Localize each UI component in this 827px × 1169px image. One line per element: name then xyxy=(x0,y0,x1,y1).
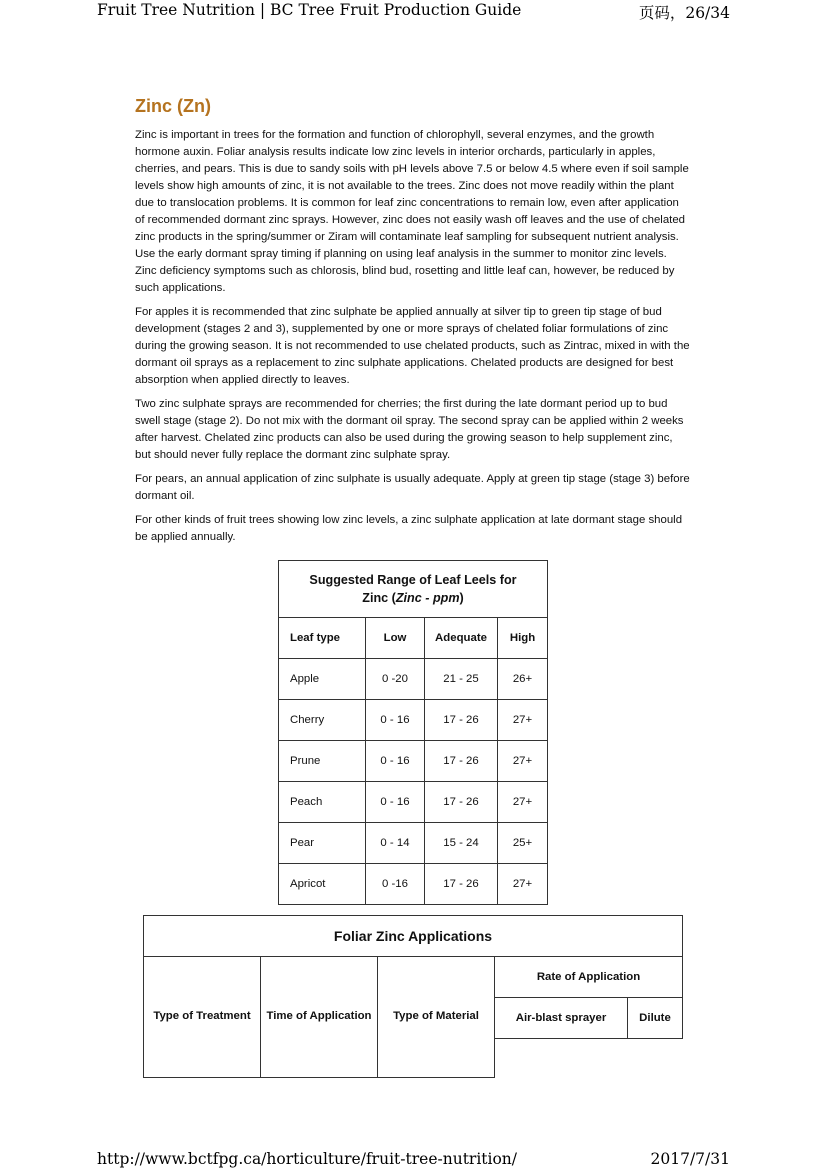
table-cell: Peach xyxy=(279,782,366,823)
table-row xyxy=(279,741,548,782)
table-cell: Apple xyxy=(279,659,366,700)
column-header-dilute: Dilute xyxy=(628,998,683,1039)
table-cell: 0 - 16 xyxy=(366,782,425,823)
table-cell: Pear xyxy=(279,823,366,864)
print-date: 2017/7/31 xyxy=(650,1150,730,1168)
paragraph-intro: Zinc is important in trees for the formation and function of chlorophyll, several enzymes, and the growth hormone auxin. Foliar analysis results indicate low zinc levels in interior orchards, particularly in apples, cherries, and pears. This is due to sandy soils with pH levels above 7.5 or below 4.5 where even if soil sample levels show high amounts of zinc, it is not available to the trees. Zinc does not move readily within the plant due to translocation problems. It is common for leaf zinc concentrations to remain low, even after application of recommended dormant zinc sprays. However, zinc does not easily wash off leaves and the use of chelated zinc products in the spring/summer or Ziram will contaminate leaf sampling for subsequent nutrient analysis. Use the early dormant spray timing if planning on using leaf analysis in the summer to monitor zinc levels. Zinc deficiency symptoms such as chlorosis, blind bud, rosetting and little leaf can, however, be reduced by such applications. xyxy=(135,129,689,294)
section-heading: Zinc (Zn) xyxy=(135,96,211,116)
table-cell: 26+ xyxy=(498,659,548,700)
table-cell: 0 - 14 xyxy=(366,823,425,864)
table-cell: 0 -16 xyxy=(366,864,425,905)
page-url: http://www.bctfpg.ca/horticulture/fruit-tree-nutrition/ xyxy=(97,1150,518,1168)
table-cell: 17 - 26 xyxy=(425,741,498,782)
paragraph-other-trees: For other kinds of fruit trees showing low zinc levels, a zinc sulphate application at late dormant stage should be applied annually. xyxy=(135,514,683,543)
table-row xyxy=(279,659,548,700)
leaf-levels-table xyxy=(278,560,548,905)
table-cell: 27+ xyxy=(498,864,548,905)
column-header-time-application: Time of Application xyxy=(261,957,378,1078)
column-header-rate: Rate of Application xyxy=(495,957,683,998)
table-cell: 17 - 26 xyxy=(425,700,498,741)
paragraph-apples: For apples it is recommended that zinc sulphate be applied annually at silver tip to green tip stage of bud development (stages 2 and 3), supplemented by one or more sprays of chelated foliar formulations of zinc during the growing season. It is not recommended to use chelated products, such as Zintrac, mixed in with the dormant oil sprays as a replacement to zinc sulphate applications. Chelated products are designed for best absorption when applied directly to leaves. xyxy=(135,306,690,386)
caption-italic: Zinc - ppm xyxy=(395,591,460,605)
table-cell: Cherry xyxy=(279,700,366,741)
column-header-type-material: Type of Material xyxy=(378,957,495,1078)
table-row xyxy=(279,823,548,864)
table-caption: Foliar Zinc Applications xyxy=(144,916,683,957)
table-cell: 17 - 26 xyxy=(425,864,498,905)
table-cell: 21 - 25 xyxy=(425,659,498,700)
table-cell: 27+ xyxy=(498,700,548,741)
table-cell: Apricot xyxy=(279,864,366,905)
article-content xyxy=(135,98,691,553)
caption-suffix: ) xyxy=(459,591,464,605)
column-header-type-treatment: Type of Treatment xyxy=(144,957,261,1078)
table-cell: 27+ xyxy=(498,741,548,782)
table-cell: 0 - 16 xyxy=(366,741,425,782)
caption-line-2 xyxy=(362,591,463,605)
column-header-airblast: Air-blast sprayer xyxy=(495,998,628,1039)
foliar-zinc-table xyxy=(143,915,683,1078)
table-row xyxy=(279,864,548,905)
empty-cell xyxy=(495,1039,683,1078)
table-header-row xyxy=(279,618,548,659)
paragraph-cherries: Two zinc sulphate sprays are recommended for cherries; the first during the late dormant period up to bud swell stage (stage 2). Do not mix with the dormant oil spray. The second spray can be applied within 2 weeks after harvest. Chelated zinc products can also be used during the growing season to help supplement zinc, but should never fully replace the dormant zinc sulphate spray. xyxy=(135,398,684,461)
table-cell: 27+ xyxy=(498,782,548,823)
caption-line-1: Suggested Range of Leaf Leels for xyxy=(309,573,517,587)
table-cell: 0 - 16 xyxy=(366,700,425,741)
page-number: 页码，26/34 xyxy=(638,4,730,22)
table-cell: 0 -20 xyxy=(366,659,425,700)
browser-print-title: Fruit Tree Nutrition | BC Tree Fruit Production Guide xyxy=(97,1,522,19)
table-caption xyxy=(279,561,548,618)
column-header: Leaf type xyxy=(279,618,366,659)
column-header: High xyxy=(498,618,548,659)
table-cell: 15 - 24 xyxy=(425,823,498,864)
column-header: Adequate xyxy=(425,618,498,659)
table-cell: 17 - 26 xyxy=(425,782,498,823)
table-row xyxy=(279,782,548,823)
table-cell: Prune xyxy=(279,741,366,782)
paragraph-pears: For pears, an annual application of zinc sulphate is usually adequate. Apply at green tip stage (stage 3) before dormant oil. xyxy=(135,473,690,502)
table-row xyxy=(279,700,548,741)
caption-prefix: Zinc ( xyxy=(362,591,396,605)
column-header: Low xyxy=(366,618,425,659)
table-cell: 25+ xyxy=(498,823,548,864)
